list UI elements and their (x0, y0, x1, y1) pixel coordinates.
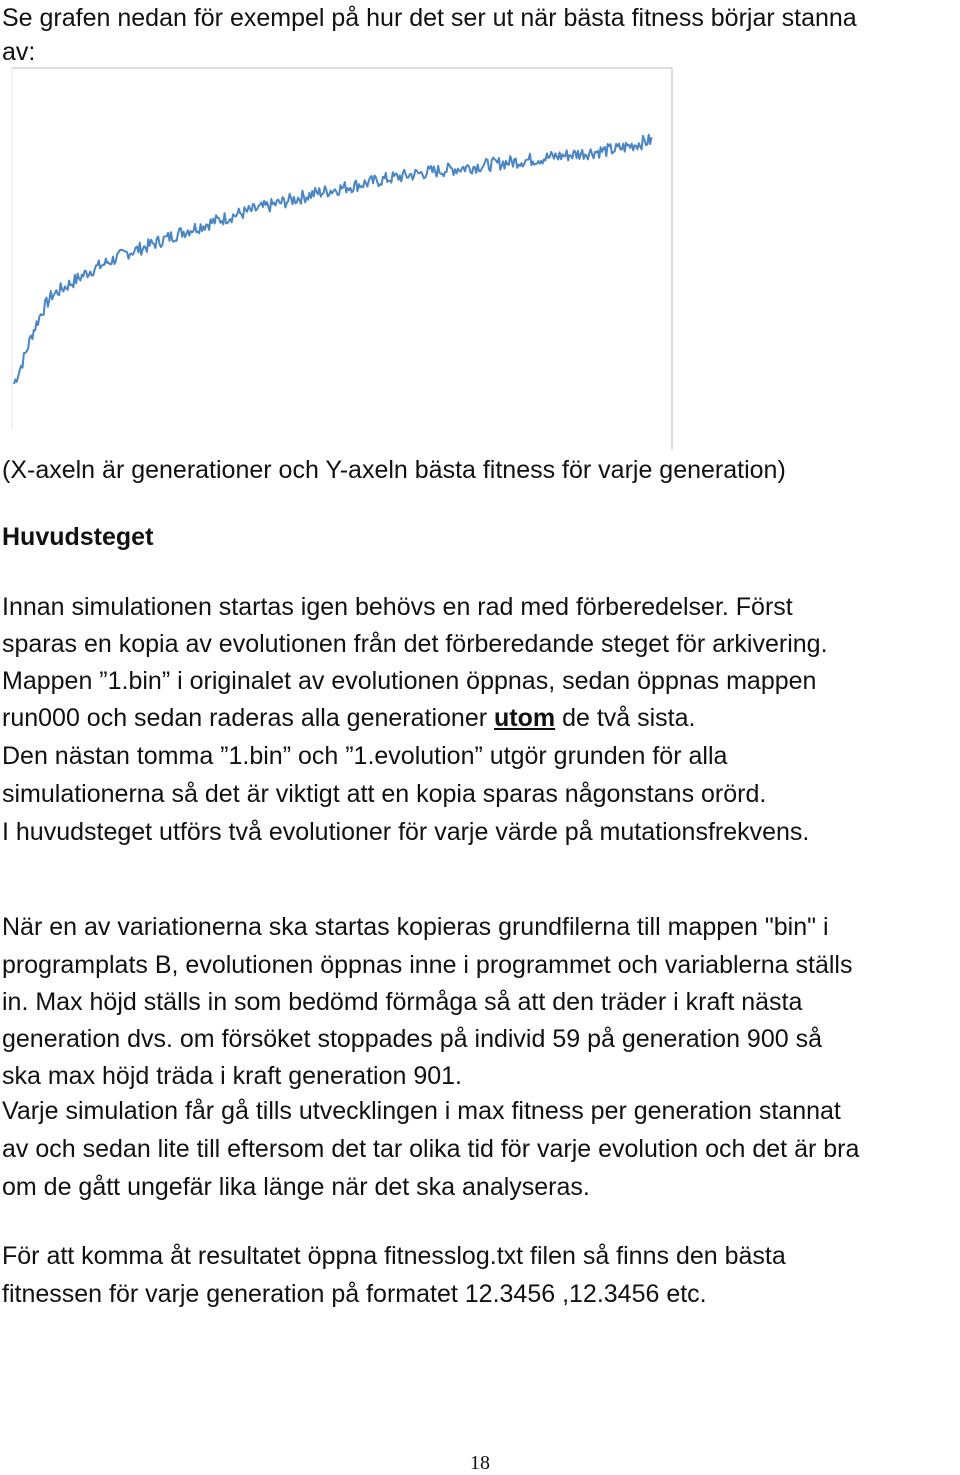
para1-line-4-after: de två sista. (555, 704, 696, 732)
para2-line-4: generation dvs. om försöket stoppades på individ 59 på generation 900 så (2, 1025, 822, 1053)
para2-line-6: Varje simulation får gå tills utvecklingen i max fitness per generation stannat (2, 1097, 841, 1125)
intro-line-2: av: (2, 38, 36, 66)
para1-line-7: I huvudsteget utförs två evolutioner för varje värde på mutationsfrekvens. (2, 818, 810, 846)
para1-line-2: sparas en kopia av evolutionen från det förberedande steget för arkivering. (2, 630, 828, 658)
para3-line-2: fitnessen för varje generation på formatet 12.3456 ,12.3456 etc. (2, 1280, 707, 1308)
section-heading: Huvudsteget (2, 523, 154, 551)
para2-line-3: in. Max höjd ställs in som bedömd förmåga så att den träder i kraft nästa (2, 988, 803, 1016)
para1-line-6: simulationerna så det är viktigt att en kopia sparas någonstans orörd. (2, 780, 767, 808)
para3-line-1: För att komma åt resultatet öppna fitnesslog.txt filen så finns den bästa (2, 1242, 786, 1270)
para1-line-3: Mappen ”1.bin” i originalet av evolutionen öppnas, sedan öppnas mappen (2, 667, 817, 695)
para2-line-2: programplats B, evolutionen öppnas inne i programmet och variablerna ställs (2, 951, 853, 979)
para1-line-4 (2, 700, 695, 737)
para1-line-4-before: run000 och sedan raderas alla generationer (2, 704, 495, 732)
chart-caption: (X-axeln är generationer och Y-axeln bästa fitness för varje generation) (2, 456, 786, 484)
fitness-chart (0, 62, 680, 452)
series-line-best-fitness (14, 135, 652, 384)
para1-line-1: Innan simulationen startas igen behövs en rad med förberedelser. Först (2, 593, 793, 621)
para1-line-5: Den nästan tomma ”1.bin” och ”1.evolution” utgör grunden för alla (2, 742, 728, 770)
intro-line-1: Se grafen nedan för exempel på hur det ser ut när bästa fitness börjar stanna (2, 4, 857, 32)
para2-line-7: av och sedan lite till eftersom det tar olika tid för varje evolution och det är bra (2, 1135, 860, 1163)
para2-line-1: När en av variationerna ska startas kopieras grundfilerna till mappen "bin" i (2, 913, 829, 941)
page-number: 18 (470, 1452, 490, 1474)
para2-line-8: om de gått ungefär lika länge när det ska analyseras. (2, 1173, 590, 1201)
para2-line-5: ska max höjd träda i kraft generation 901. (2, 1062, 462, 1090)
emphasis-utom: utom (494, 704, 556, 732)
